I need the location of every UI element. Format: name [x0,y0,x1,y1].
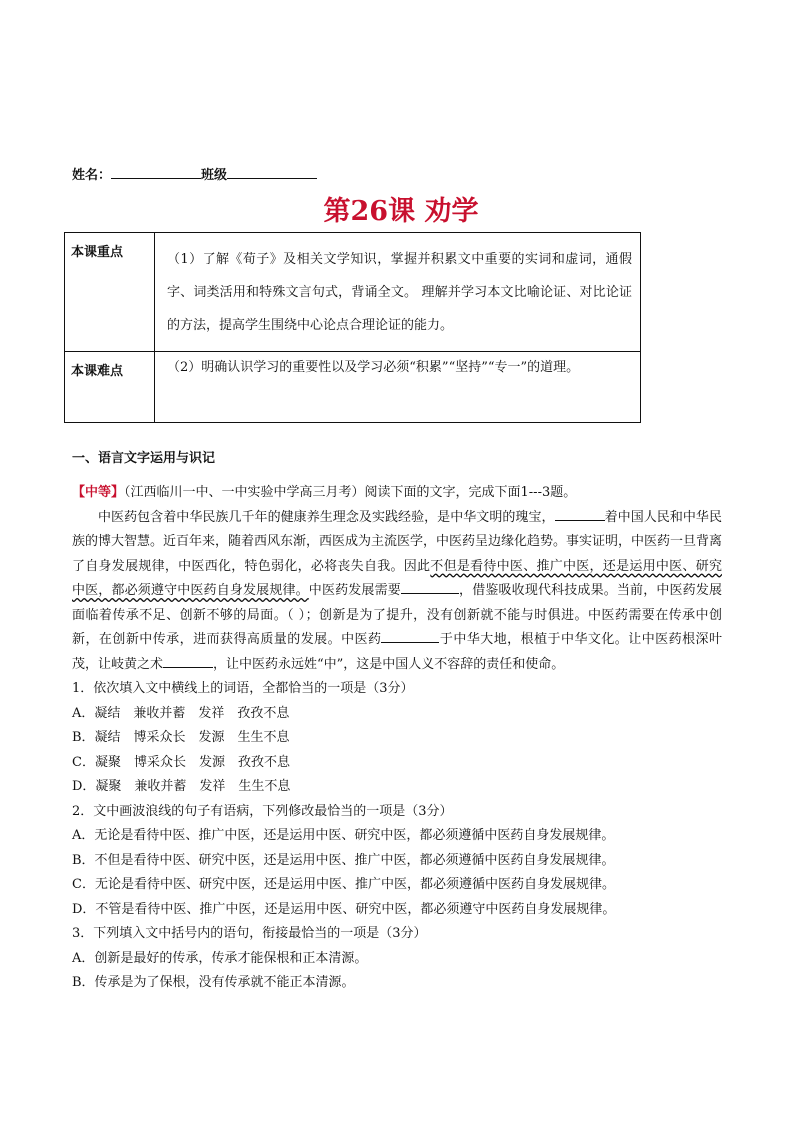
key-points-label: 本课重点 [65,233,155,352]
question-2-stem: 2．文中画波浪线的句子有语病，下列修改最恰当的一项是（3分） [72,803,453,819]
key-points-content [155,233,641,352]
class-label: 班级 [201,168,228,183]
question-3-stem: 3．下列填入文中括号内的语句，衔接最恰当的一项是（3分） [72,926,427,941]
fill-blank-4[interactable] [163,653,213,668]
question-2-option-c[interactable]: C．无论是看待中医、研究中医，还是运用中医、推广中医，都必须遵循中医药自身发展规律。 [72,877,615,892]
question-1-option-b[interactable]: B．凝结 博采众长 发源 生生不息 [72,730,290,745]
name-label: 姓名： [72,168,112,183]
question-1-option-d[interactable]: D．凝聚 兼收并蓄 发祥 生生不息 [72,779,291,794]
key-points-text-a: （1）了解《荀子》及相关文学知识，掌握并积累文中重要的实词和虚词，通假字、词类活用和特殊文言句式，背诵全文。 [167,252,632,300]
source-text: （江西临川一中、一中实验中学高三月考）阅读下面的文字，完成下面1---3题。 [124,485,577,500]
section-heading: 一、语言文字运用与识记 [72,451,216,466]
fill-blank-2[interactable] [401,579,459,594]
question-2-option-a[interactable]: A．无论是看待中医、推广中医，还是运用中医、研究中医，都必须遵循中医药自身发展规律。 [72,828,615,843]
question-1-option-c[interactable]: C．凝聚 博采众长 发源 孜孜不息 [72,754,290,770]
key-points-row [65,233,641,352]
passage-part-5: ，借鉴吸收现代科技成果。当前，中医药发展面临着传承不足、创新不够的局面。（ ）；创新是为了提升，没有创新就不能与时俱进。中医药需要在传承中创新，在创新中传承，进而获得高质量的发展。中医药 [72,583,722,647]
lesson-title: 第26课 劝学 [323,196,479,227]
lesson-focus-table [64,232,641,423]
passage-part-7: ，让中医药永远姓“中”，这是中国人义不容辞的责任和使命。 [213,656,565,672]
passage-part-1: 中医药包含着中华民族几千年的健康养生理念及实践经验，是中华文明的瑰宝， [98,509,555,525]
fill-blank-3[interactable] [381,628,439,643]
exercise-body [72,481,722,996]
passage-part-6: 于中华大地，根植于中华文化。让中医药根深叶茂，让岐黄之术 [72,632,722,672]
name-blank[interactable] [111,164,201,179]
question-3-option-b[interactable]: B．传承是为了保根，没有传承就不能正本清源。 [72,975,355,990]
wavy-underlined-sentence: 不但是看待中医、推广中医，还是运用中医、研究中医，都必须遵守中医药自身发展规律。 [72,558,722,598]
difficulty-content: （2）明确认识学习的重要性以及学习必须“积累”“坚持”“专一”的道理。 [155,352,641,423]
question-3-option-a[interactable]: A．创新是最好的传承，传承才能保根和正本清源。 [72,950,368,966]
class-blank[interactable] [227,164,317,179]
reading-passage [72,506,722,678]
question-2-option-d[interactable]: D．不管是看待中医、推广中医，还是运用中医、研究中医，都必须遵守中医药自身发展规律。 [72,901,616,917]
difficulty-tag: 【中等】 [72,485,125,500]
fill-blank-1[interactable] [555,506,605,521]
passage-part-4: 中医药发展需要 [308,583,401,598]
key-points-text-b: 理解并学习本文比喻论证、对比论证的方法，提高学生围绕中心论点合理论证的能力。 [167,285,632,333]
difficulty-row [65,352,641,423]
passage-part-2: 着中国人民和中华民族的博大智慧。近百年来，随着西风东渐，西医成为主流医学，中医药呈边缘化趋势。事实证明，中医药一旦背离了自身发展规律，中医西化，特色弱化，必将丧失自我。因此 [72,509,723,574]
question-1-option-a[interactable]: A．凝结 兼收并蓄 发祥 孜孜不息 [72,705,290,721]
question-1-stem: 1．依次填入文中横线上的词语，全都恰当的一项是（3分） [72,681,414,696]
source-line [72,481,722,506]
question-2-option-b[interactable]: B．不但是看待中医、研究中医，还是运用中医、推广中医，都必须遵循中医药自身发展规律。 [72,852,615,868]
difficulty-label: 本课难点 [65,352,155,423]
student-info-line [72,164,317,186]
